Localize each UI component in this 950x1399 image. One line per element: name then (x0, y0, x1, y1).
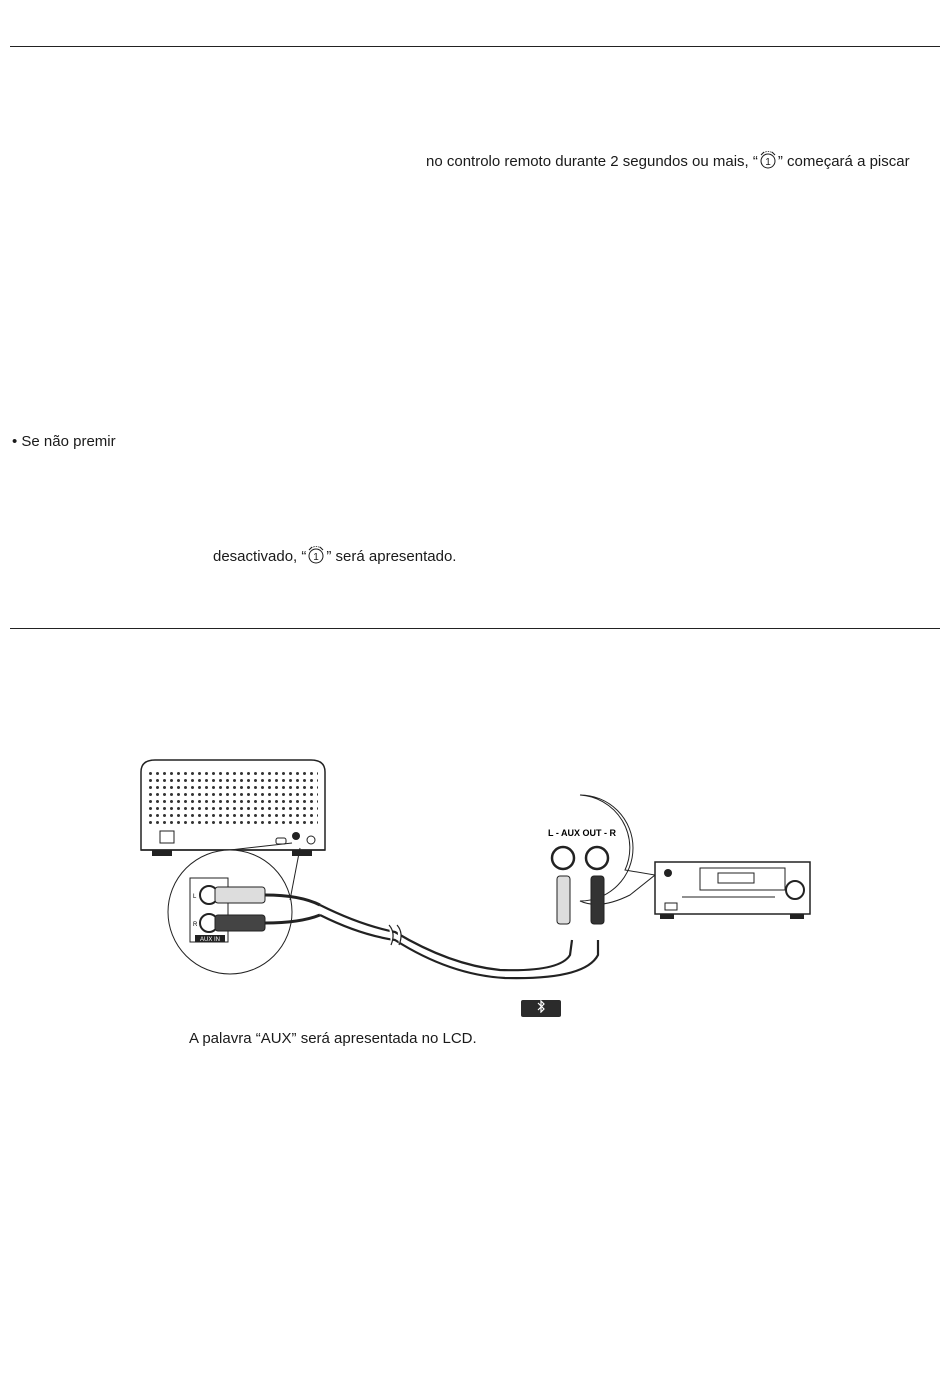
off-text-before: desactivado, “ (213, 548, 307, 565)
speaker-unit (141, 760, 325, 856)
aux-in-l-label: L (193, 894, 197, 900)
hold-text-after: ” começará a piscar (777, 153, 910, 170)
svg-text:1: 1 (313, 552, 320, 563)
svg-text:1: 1 (765, 157, 771, 168)
bluetooth-icon (536, 1000, 546, 1013)
external-amplifier (655, 862, 810, 919)
middle-rule (10, 628, 940, 629)
bullet-no-press: • Se não premir (12, 433, 116, 450)
deactivated-instruction (213, 546, 456, 566)
alarm-1-icon (758, 151, 778, 169)
bluetooth-button-badge (521, 1000, 561, 1017)
aux-out-label: L - AUX OUT - R (548, 828, 616, 838)
hold-instruction (426, 151, 910, 171)
top-rule (10, 46, 940, 47)
aux-in-r-label: R (193, 922, 198, 928)
aux-in-zoom-bubble (168, 843, 320, 974)
hold-text-before: no controlo remoto durante 2 segundos ou mais, “ (426, 153, 758, 170)
aux-connection-diagram (0, 740, 950, 1000)
alarm-1-icon (306, 546, 326, 564)
aux-out-zoom-bubble (548, 795, 655, 924)
off-text-after: ” será apresentado. (326, 548, 457, 565)
aux-in-label: AUX IN (199, 937, 221, 943)
aux-lcd-text: A palavra “AUX” será apresentada no LCD. (189, 1030, 477, 1047)
audio-cable (320, 905, 572, 970)
